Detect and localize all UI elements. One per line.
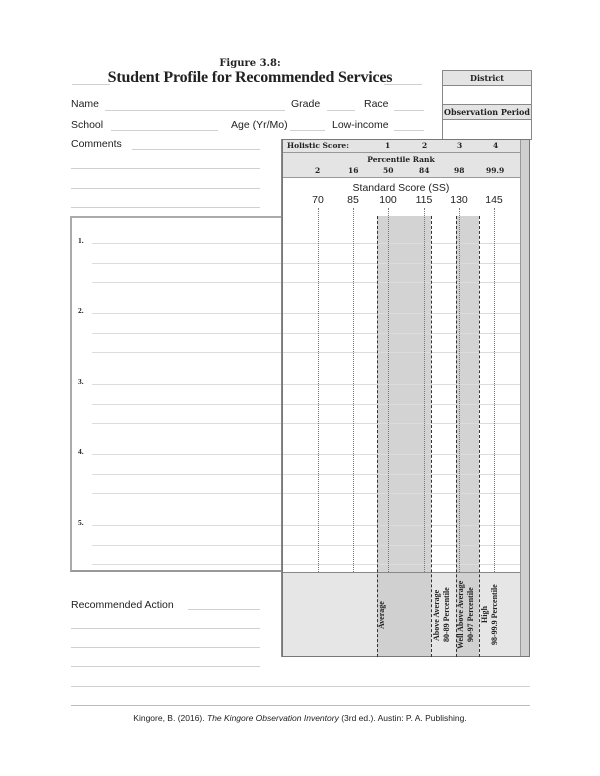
- ss-tick-label: 115: [415, 194, 433, 206]
- row-number: 2.: [78, 306, 84, 315]
- row-number: 5.: [78, 518, 84, 527]
- ss-tick-label: 85: [347, 194, 359, 206]
- percentile-99-9: 99.9: [486, 166, 505, 175]
- recommended-action-label: Recommended Action: [71, 599, 174, 611]
- district-label: District: [443, 71, 531, 86]
- band-average: [377, 577, 431, 653]
- band-boundary: [456, 216, 457, 657]
- citation-title: The Kingore Observation Inventory: [207, 713, 339, 723]
- row-number: 1.: [78, 236, 84, 245]
- recommended-action-line[interactable]: [71, 647, 260, 648]
- low-income-input[interactable]: [394, 130, 424, 131]
- comments-label: Comments: [71, 138, 122, 150]
- ss-tick-label: 70: [312, 194, 324, 206]
- comments-input-line[interactable]: [132, 149, 260, 150]
- citation-author: Kingore, B. (2016).: [133, 713, 207, 723]
- percentile-2: 2: [315, 166, 321, 175]
- band-high-sublabel: 98-99.9 Percentile: [490, 584, 499, 646]
- band-above-average-sublabel: 80-89 Percentile: [442, 587, 451, 643]
- ss-tick-label: 130: [450, 194, 468, 206]
- citation: [0, 713, 600, 723]
- band-above-average: [432, 577, 456, 653]
- low-income-label: Low-income: [332, 119, 389, 131]
- name-label: Name: [71, 98, 100, 110]
- band-high: [480, 577, 520, 653]
- holistic-score-3: 3: [457, 141, 463, 150]
- band-boundary: [431, 216, 432, 657]
- row-number: 3.: [78, 377, 84, 386]
- band-above-average-label: Above Average: [432, 589, 441, 641]
- recommended-action-line[interactable]: [188, 609, 260, 610]
- observation-period-label: Observation Period: [443, 105, 531, 120]
- grade-input[interactable]: [327, 110, 355, 111]
- age-input[interactable]: [290, 130, 325, 131]
- ss-tick-label: 145: [485, 194, 503, 206]
- holistic-score-label: Holistic Score:: [287, 141, 349, 150]
- ss-tick-label: 100: [379, 194, 397, 206]
- comments-input-line[interactable]: [71, 188, 260, 189]
- comments-input-line[interactable]: [71, 207, 260, 208]
- recommended-action-line[interactable]: [71, 686, 530, 687]
- title-rule-right: [384, 84, 422, 85]
- holistic-score-1: 1: [385, 141, 391, 150]
- district-field[interactable]: [443, 86, 531, 105]
- percentile-rank-label: Percentile Rank: [367, 155, 435, 164]
- race-input[interactable]: [394, 110, 424, 111]
- holistic-score-2: 2: [422, 141, 428, 150]
- holistic-score-4: 4: [493, 141, 499, 150]
- page-title: Student Profile for Recommended Services: [107, 69, 393, 86]
- grade-label: Grade: [291, 98, 321, 110]
- figure-label: Figure 3.8:: [219, 58, 281, 69]
- band-boundary: [377, 216, 378, 657]
- band-well-above-average: [456, 577, 479, 653]
- chart-left-border: [281, 139, 282, 657]
- band-high-label: High: [480, 606, 489, 624]
- percentile-98: 98: [454, 166, 465, 175]
- recommended-action-line[interactable]: [71, 666, 260, 667]
- band-well-above-average-label: Well Above Average: [456, 580, 465, 650]
- school-input[interactable]: [111, 130, 218, 131]
- band-average-label: Average: [377, 601, 386, 629]
- row-number: 4.: [78, 447, 84, 456]
- percentile-16: 16: [348, 166, 359, 175]
- footer-rule: [71, 705, 530, 706]
- numbered-notes-box: [70, 216, 282, 572]
- standard-score-label: Standard Score (SS): [352, 182, 450, 194]
- race-label: Race: [364, 98, 389, 110]
- band-boundary: [479, 216, 480, 657]
- band-well-above-average-sublabel: 90-97 Percentile: [466, 587, 475, 643]
- district-box: [442, 70, 532, 140]
- school-label: School: [71, 119, 104, 131]
- age-label: Age (Yr/Mo): [231, 119, 288, 131]
- observation-period-field[interactable]: [443, 120, 531, 139]
- recommended-action-line[interactable]: [71, 628, 260, 629]
- percentile-84: 84: [419, 166, 430, 175]
- percentile-50: 50: [383, 166, 394, 175]
- comments-input-line[interactable]: [71, 168, 260, 169]
- citation-publisher: (3rd ed.). Austin: P. A. Publishing.: [338, 713, 467, 723]
- name-input[interactable]: [105, 110, 285, 111]
